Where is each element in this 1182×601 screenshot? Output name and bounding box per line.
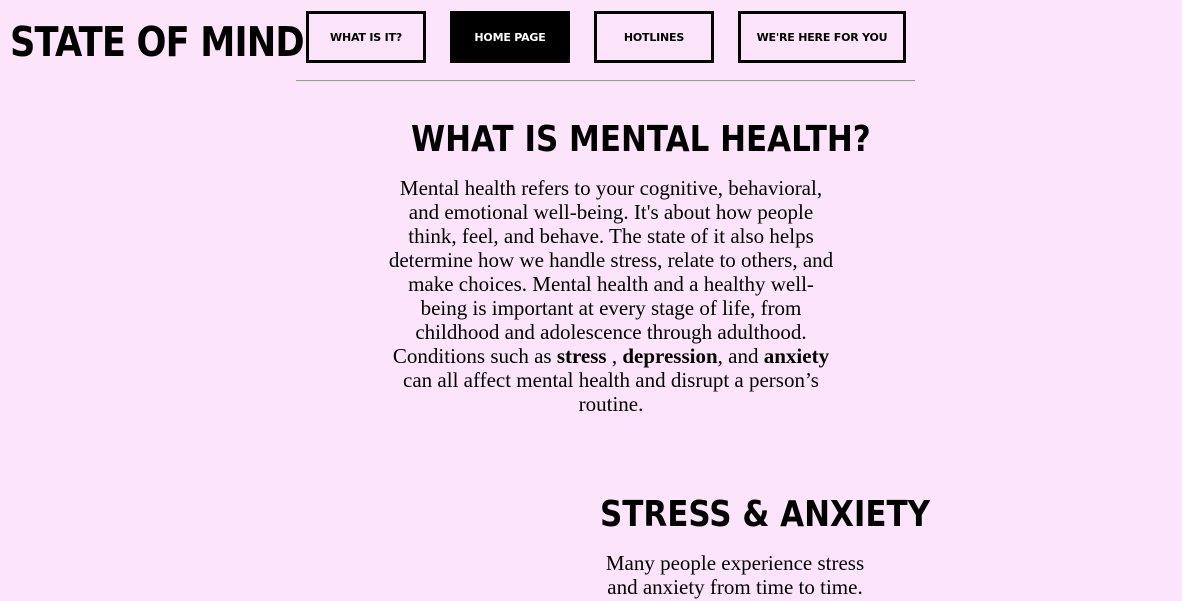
nav-home-page-button[interactable]: HOME PAGE xyxy=(450,11,570,63)
mental-health-heading: WHAT IS MENTAL HEALTH? xyxy=(410,119,871,160)
stress-anxiety-heading: STRESS & ANXIETY xyxy=(599,494,931,535)
header-divider xyxy=(296,80,915,82)
term-depression: depression xyxy=(622,344,718,368)
separator-text: , xyxy=(606,344,623,368)
term-stress: stress xyxy=(556,344,607,368)
nav-what-is-it-button[interactable]: WHAT IS IT? xyxy=(306,11,426,63)
term-anxiety: anxiety xyxy=(763,344,830,368)
nav-hotlines-button[interactable]: HOTLINES xyxy=(594,11,714,63)
nav-here-for-you-button[interactable]: WE'RE HERE FOR YOU xyxy=(738,11,906,63)
mental-health-outro-text: can all affect mental health and disrupt a person’s routine. xyxy=(403,368,819,416)
separator-text: , and xyxy=(717,344,764,368)
site-logo[interactable]: STATE OF MIND xyxy=(10,18,304,66)
mental-health-paragraph xyxy=(385,176,837,416)
stress-anxiety-paragraph: Many people experience stress and anxiety from time to time. xyxy=(605,551,865,599)
mental-health-intro-text: Mental health refers to your cognitive, behavioral, and emotional well-being. It's about how people think, feel, and behave. The state of it also helps determine how we handle stress, relate to others, and make choices. Mental health and a healthy well-being is important at every stage of life, from childhood and adolescence through adulthood. Conditions such as xyxy=(388,176,834,368)
